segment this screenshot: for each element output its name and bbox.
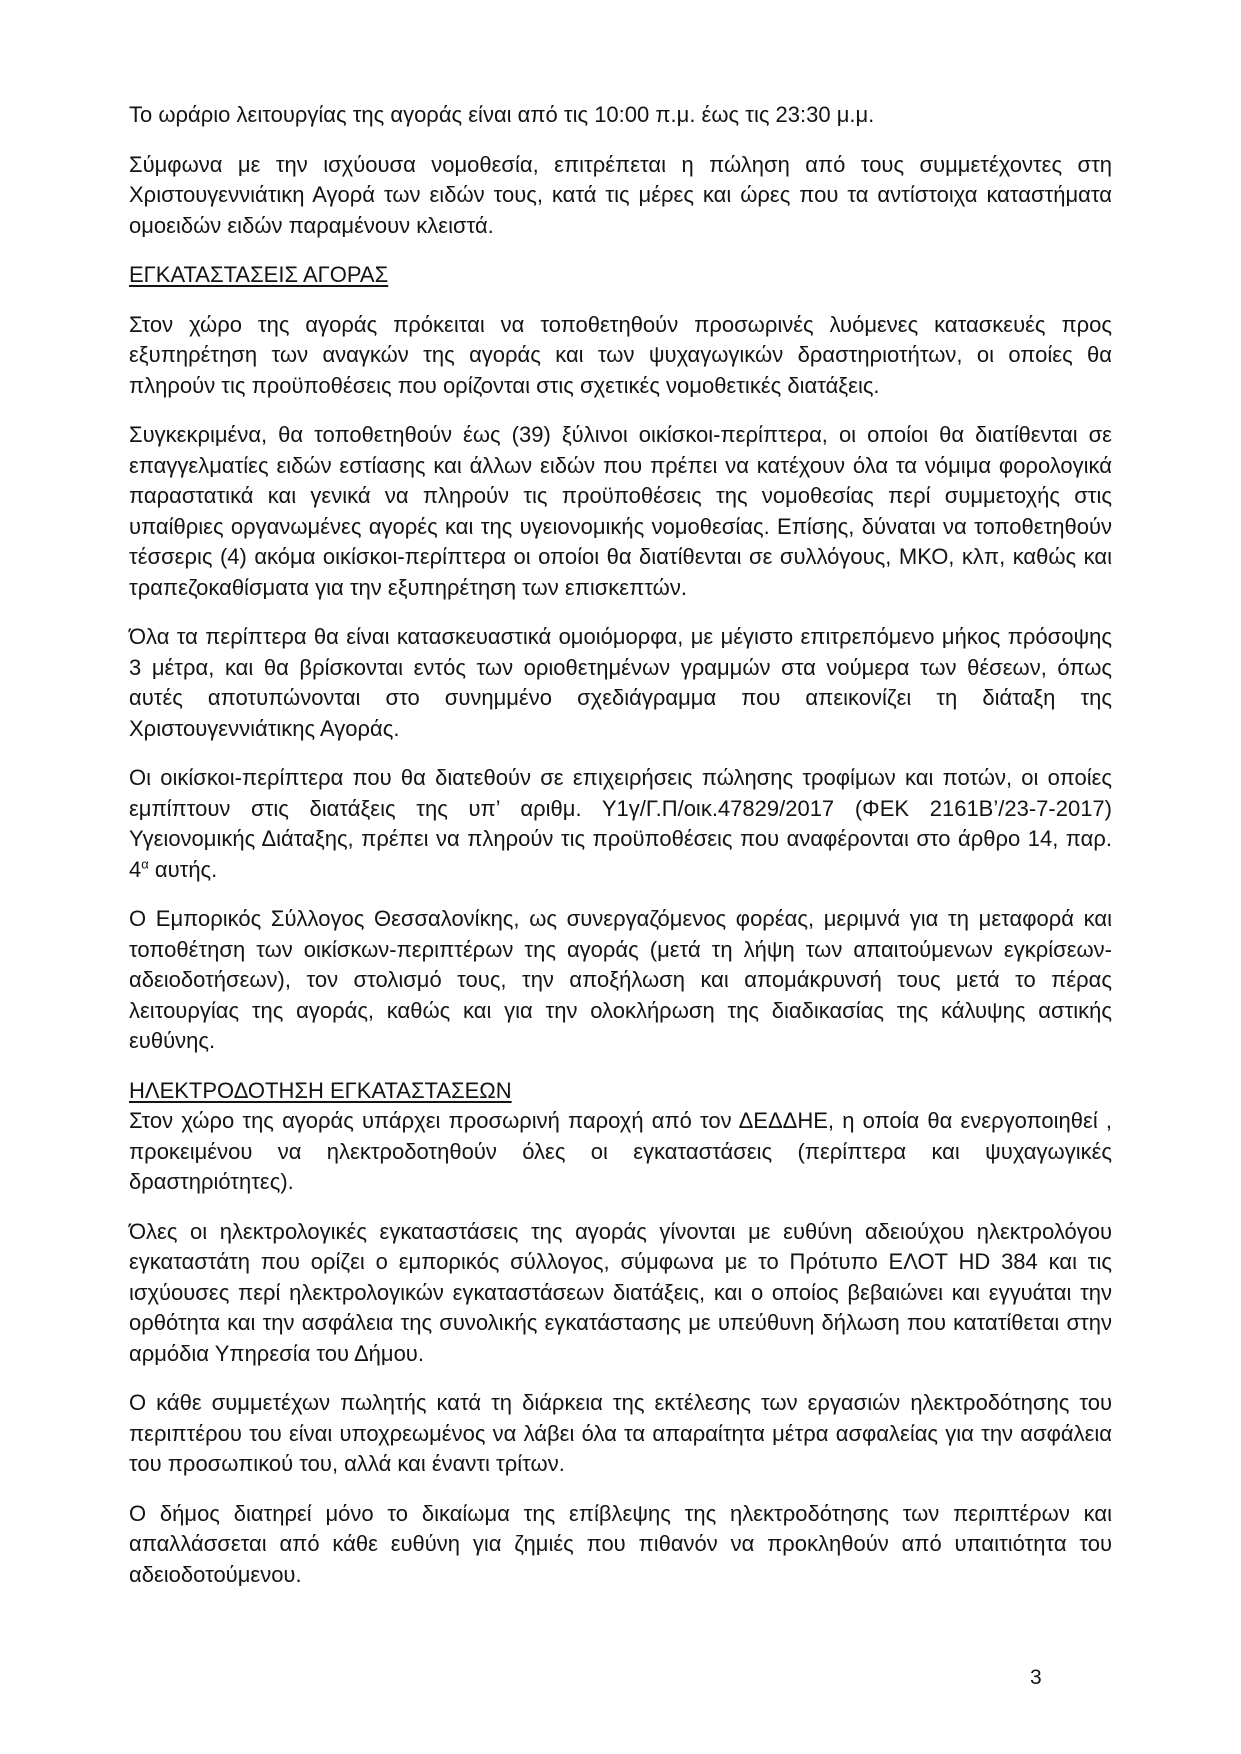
paragraph-opening-hours: Το ωράριο λειτουργίας της αγοράς είναι από τις 10:00 π.μ. έως τις 23:30 μ.μ. (129, 102, 875, 127)
page-number: 3 (1030, 1666, 1042, 1689)
document-body (129, 100, 1112, 1590)
paragraph-food-health-regulation-text: Οι οικίσκοι-περίπτερα που θα διατεθούν σε επιχειρήσεις πώλησης τροφίμων και ποτών, οι οποίες εμπίπτουν στις διατάξεις της υπ’ αριθμ. Υ1γ/Γ.Π/οικ.47829/2017 (ΦΕΚ 2161Β’/23-7-2017) Υγειονομικής Διάταξης, πρέπει να πληρούν τις προϋποθέσεις που αναφέρονται στο άρθρο 14, παρ. 4 (129, 765, 1112, 882)
paragraph-electrical-installations: Όλες οι ηλεκτρολογικές εγκαταστάσεις της αγοράς γίνονται με ευθύνη αδειούχου ηλεκτρολόγου εγκαταστάτη που ορίζει ο εμπορικός σύλλογος, σύμφωνα με το Πρότυπο ΕΛΟΤ HD 384 και τις ισχύουσες περί ηλεκτρολογικών εγκαταστάσεων διατάξεις, και ο οποίος βεβαιώνει και εγγυάται την ορθότητα και την ασφάλεια της συνολικής εγκατάστασης με υπεύθυνη δήλωση που κατατίθεται στην αρμόδια Υπηρεσία του Δήμου. (129, 1218, 1112, 1366)
paragraph-food-health-regulation-tail: αυτής. (148, 856, 218, 882)
paragraph-temporary-structures: Στον χώρο της αγοράς πρόκειται να τοποθετηθούν προσωρινές λυόμενες κατασκευές προς εξυπηρέτηση των αναγκών της αγοράς και των ψυχαγωγικών δραστηριοτήτων, οι οποίες θα πληρούν τις προϋποθέσεις που ορίζονται στις σχετικές νομοθετικές διατάξεις. (129, 311, 1112, 398)
paragraph-deddie-supply: Στον χώρο της αγοράς υπάρχει προσωρινή παροχή από τον ΔΕΔΔΗΕ, η οποία θα ενεργοποιηθεί , προκειμένου να ηλεκτροδοτηθούν όλες οι εγκαταστάσεις (περίπτερα και ψυχαγωγικές δραστηριότητες). (129, 1108, 1112, 1194)
paragraph-seller-safety: Ο κάθε συμμετέχων πωλητής κατά τη διάρκεια της εκτέλεσης των εργασιών ηλεκτροδότησης του περιπτέρου του είναι υποχρεωμένος να λάβει όλα τα απαραίτητα μέτρα ασφαλείας για την ασφάλεια του προσωπικού του, αλλά και έναντι τρίτων. (129, 1390, 1112, 1476)
paragraph-municipality-liability: Ο δήμος διατηρεί μόνο το δικαίωμα της επίβλεψης της ηλεκτροδότησης των περιπτέρων και απαλλάσσεται από κάθε ευθύνη για ζημιές που πιθανόν να προκληθούν από υπαιτιότητα του αδειοδοτούμενου. (129, 1500, 1112, 1587)
paragraph-food-health-regulation (129, 763, 1112, 885)
superscript-alpha: α (141, 856, 149, 872)
paragraph-commercial-association: Ο Εμπορικός Σύλλογος Θεσσαλονίκης, ως συνεργαζόμενος φορέας, μεριμνά για τη μεταφορά και τοποθέτηση των οικίσκων-περιπτέρων της αγοράς (μετά τη λήψη των απαιτούμενων εγκρίσεων-αδειοδοτήσεων), τον στολισμό τους, την αποξήλωση και απομάκρυνσή τους μετά το πέρας λειτουργίας της αγοράς, καθώς και για την ολοκλήρωση της διαδικασίας της κάλυψης αστικής ευθύνης. (129, 906, 1112, 1053)
paragraph-kiosk-uniformity: Όλα τα περίπτερα θα είναι κατασκευαστικά ομοιόμορφα, με μέγιστο επιτρεπόμενο μήκος πρόσοψης 3 μέτρα, και θα βρίσκονται εντός των οριοθετημένων γραμμών στα νούμερα των θέσεων, όπως αυτές αποτυπώνονται στο συνημμένο σχεδιάγραμμα που απεικονίζει τη διάταξη της Χριστουγεννιάτικης Αγοράς. (129, 624, 1112, 741)
paragraph-sales-law: Σύμφωνα με την ισχύουσα νομοθεσία, επιτρέπεται η πώληση από τους συμμετέχοντες στη Χριστουγεννιάτικη Αγορά των ειδών τους, κατά τις μέρες και ώρες που τα αντίστοιχα καταστήματα ομοειδών ειδών παραμένουν κλειστά. (129, 151, 1112, 238)
paragraph-wooden-kiosks: Συγκεκριμένα, θα τοποθετηθούν έως (39) ξύλινοι οικίσκοι-περίπτερα, οι οποίοι θα διατίθενται σε επαγγελματίες ειδών εστίασης και άλλων ειδών που πρέπει να κατέχουν όλα τα νόμιμα φορολογικά παραστατικά και γενικά να πληρούν τις προϋποθέσεις της νομοθεσίας περί συμμετοχής στις υπαίθριες οργανωμένες αγορές και της υγειονομικής νομοθεσίας. Επίσης, δύναται να τοποθετηθούν τέσσερις (4) ακόμα οικίσκοι-περίπτερα οι οποίοι θα διατίθενται σε συλλόγους, ΜΚΟ, κλπ, καθώς και τραπεζοκαθίσματα για την εξυπηρέτηση των επισκεπτών. (129, 422, 1112, 600)
heading-electrification: ΗΛΕΚΤΡΟΔΟΤΗΣΗ ΕΓΚΑΤΑΣΤΑΣΕΩΝ (129, 1077, 512, 1103)
heading-market-installations: ΕΓΚΑΤΑΣΤΑΣΕΙΣ ΑΓΟΡΑΣ (129, 262, 389, 287)
